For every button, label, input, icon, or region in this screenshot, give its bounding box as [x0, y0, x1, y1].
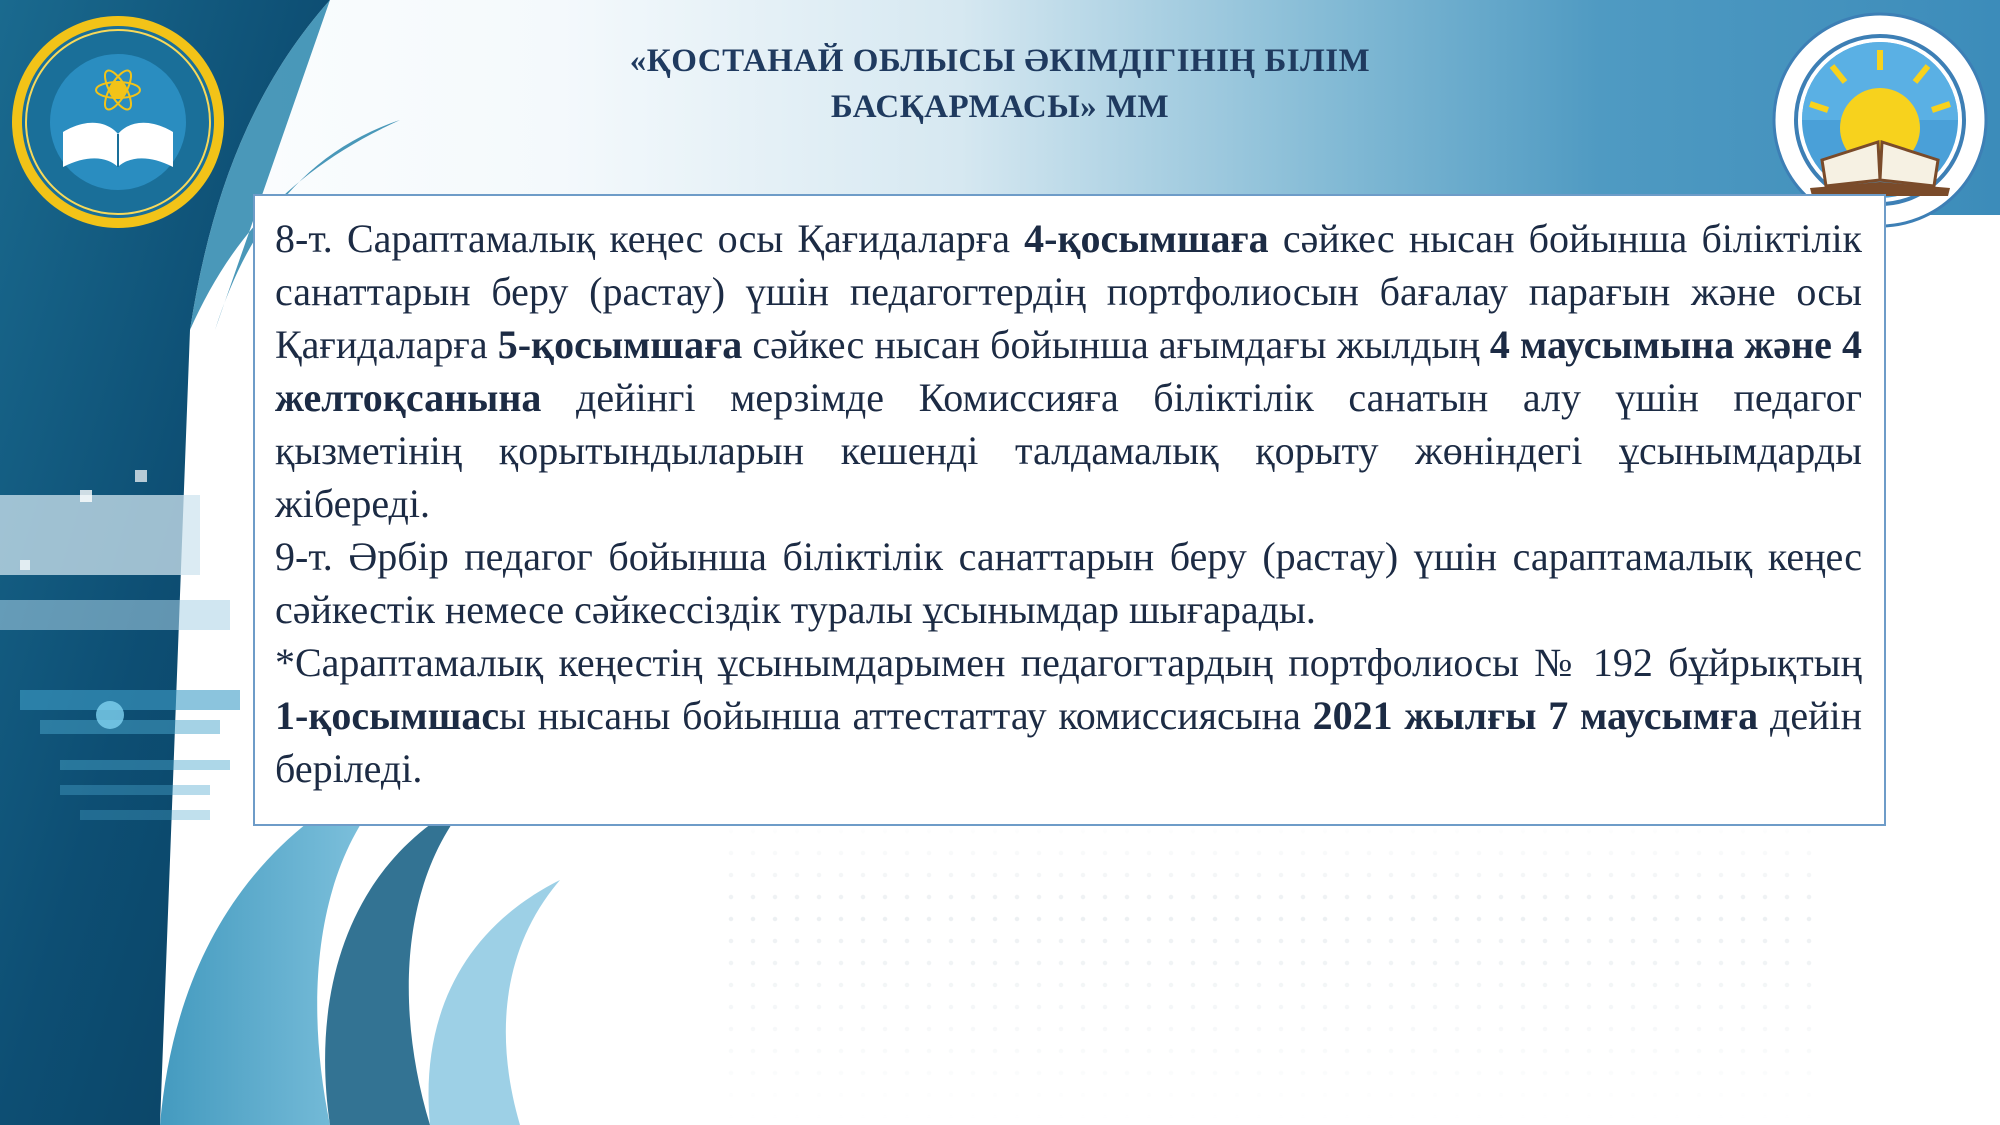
content-box [253, 194, 1886, 826]
note-text-1: *Сараптамалық кеңестің ұсынымдарымен педагогтардың портфолиосы № 192 бұйрықтың [275, 640, 1862, 685]
background-dots [720, 820, 1820, 1120]
note-text-2: ы нысаны бойынша аттестаттау комиссиясына [499, 693, 1313, 738]
p8-bold-dates: 4 маусымына және 4 желтоқсанына [275, 322, 1863, 420]
p8-bold-annex-4: 4-қосымшаға [1024, 216, 1269, 261]
title-line-1: «ҚОСТАНАЙ ОБЛЫСЫ ӘКІМДІГІНІҢ БІЛІМ [629, 43, 1371, 79]
note-paragraph [275, 636, 1862, 795]
paragraph-9: 9-т. Әрбір педагог бойынша біліктілік санаттарын беру (растау) үшін сараптамалық кеңес сәйкестік немесе сәйкессіздік туралы ұсынымдар шығарады. [275, 534, 1862, 632]
note-text-3: дейін беріледі. [275, 693, 1863, 791]
p8-text-2: сәйкес нысан бойынша біліктілік санаттарын беру (растау) үшін педагогтердің портфолиосын бағалау парағын және осы Қағидаларға [275, 216, 1862, 367]
p8-text-4: дейінгі мерзімде Комиссияға біліктілік санатын алу үшін педагог қызметінің қорытындыларын кешенді талдамалық қорыту жөніндегі ұсынымдарды жібереді. [275, 375, 1862, 526]
paragraph-8 [275, 212, 1862, 530]
title-line-2: БАСҚАРМАСЫ» ММ [830, 89, 1170, 125]
p8-text-1: 8-т. Сараптамалық кеңес осы Қағидаларға [275, 216, 1025, 261]
note-bold-deadline: 2021 жылғы 7 маусымға [1312, 693, 1759, 738]
note-bold-annex-1: 1-қосымшас [275, 693, 500, 738]
p8-text-3: сәйкес нысан бойынша ағымдағы жылдың [742, 322, 1490, 367]
p8-bold-annex-5: 5-қосымшаға [497, 322, 743, 367]
page-title [560, 38, 1440, 130]
ministry-emblem-logo [8, 12, 228, 232]
